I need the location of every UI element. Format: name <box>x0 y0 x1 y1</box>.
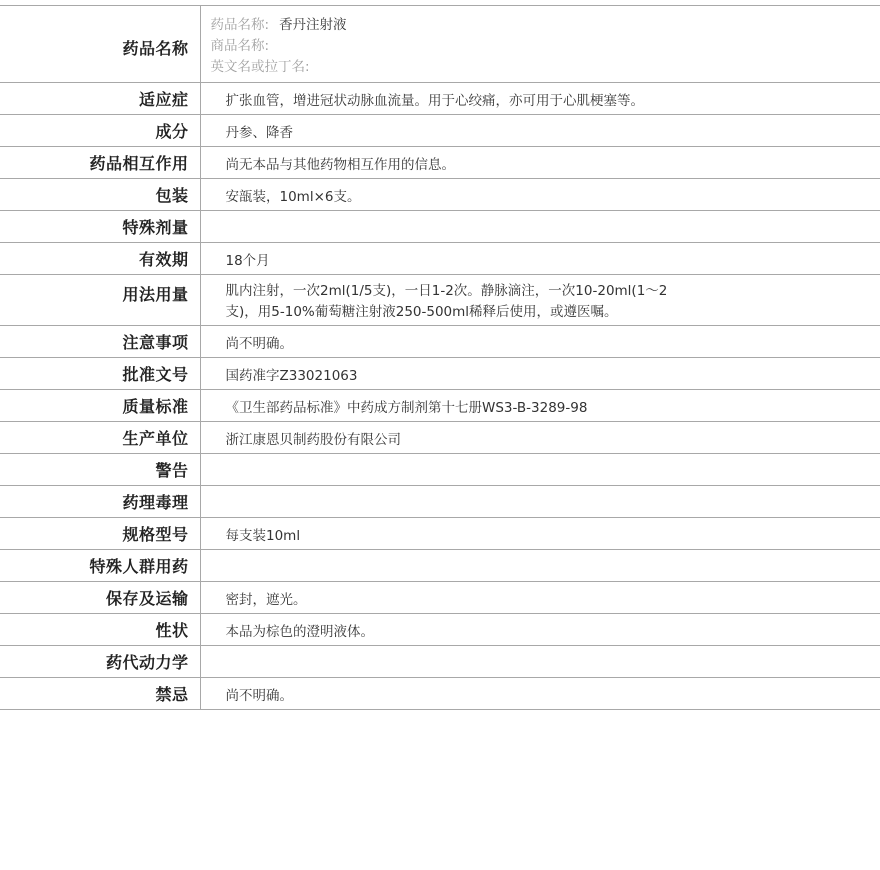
row-value: 肌内注射，一次2ml(1/5支)，一日1-2次。静脉滴注，一次10-20ml(1～2支)，用5-10%葡萄糖注射液250-500ml稀释后使用，或遵医嘱。 <box>200 275 880 326</box>
row-label: 注意事项 <box>0 326 200 358</box>
row-label: 特殊人群用药 <box>0 550 200 582</box>
row-storage-transport <box>0 582 880 614</box>
row-indications <box>0 83 880 115</box>
row-precautions <box>0 326 880 358</box>
row-label: 生产单位 <box>0 422 200 454</box>
row-value: 浙江康恩贝制药股份有限公司 <box>200 422 880 454</box>
row-label: 用法用量 <box>0 275 200 326</box>
row-contraindications <box>0 678 880 710</box>
row-pharmacokinetics <box>0 646 880 678</box>
row-label: 药理毒理 <box>0 486 200 518</box>
row-value: 《卫生部药品标准》中药成方制剂第十七册WS3-B-3289-98 <box>200 390 880 422</box>
row-value <box>200 550 880 582</box>
latin-name-key: 英文名或拉丁名: <box>210 59 310 75</box>
generic-name-key: 药品名称: <box>210 17 270 33</box>
trade-name-key: 商品名称: <box>210 38 270 54</box>
row-specification <box>0 518 880 550</box>
row-special-populations <box>0 550 880 582</box>
row-label: 批准文号 <box>0 358 200 390</box>
row-label: 规格型号 <box>0 518 200 550</box>
row-value: 丹参、降香 <box>200 115 880 147</box>
row-label: 有效期 <box>0 243 200 275</box>
row-label: 成分 <box>0 115 200 147</box>
row-value: 尚无本品与其他药物相互作用的信息。 <box>200 147 880 179</box>
row-manufacturer <box>0 422 880 454</box>
row-approval-number <box>0 358 880 390</box>
row-value: 尚不明确。 <box>200 326 880 358</box>
row-shelf-life <box>0 243 880 275</box>
row-ingredients <box>0 115 880 147</box>
row-label: 警告 <box>0 454 200 486</box>
row-packaging <box>0 179 880 211</box>
row-value <box>200 454 880 486</box>
generic-name-value: 香丹注射液 <box>279 17 347 33</box>
row-value: 18个月 <box>200 243 880 275</box>
row-label: 药品相互作用 <box>0 147 200 179</box>
row-value: 安瓿装，10ml×6支。 <box>200 179 880 211</box>
row-value: 每支装10ml <box>200 518 880 550</box>
drug-name-cell <box>200 6 880 83</box>
row-value: 本品为棕色的澄明液体。 <box>200 614 880 646</box>
drug-info-table <box>0 5 880 710</box>
trade-name-line <box>211 36 880 57</box>
row-value: 国药准字Z33021063 <box>200 358 880 390</box>
row-warning <box>0 454 880 486</box>
row-label: 特殊剂量 <box>0 211 200 243</box>
row-appearance <box>0 614 880 646</box>
row-label: 药品名称 <box>0 6 200 83</box>
row-label: 保存及运输 <box>0 582 200 614</box>
row-interactions <box>0 147 880 179</box>
latin-name-line <box>211 57 880 78</box>
row-quality-standard <box>0 390 880 422</box>
row-drug-name <box>0 6 880 83</box>
row-label: 质量标准 <box>0 390 200 422</box>
row-value <box>200 486 880 518</box>
row-dosage-usage <box>0 275 880 326</box>
row-label: 性状 <box>0 614 200 646</box>
generic-name-line <box>211 15 880 36</box>
row-label: 禁忌 <box>0 678 200 710</box>
row-pharmacology-toxicology <box>0 486 880 518</box>
row-label: 药代动力学 <box>0 646 200 678</box>
row-value: 密封，遮光。 <box>200 582 880 614</box>
row-value <box>200 211 880 243</box>
row-value <box>200 646 880 678</box>
row-label: 适应症 <box>0 83 200 115</box>
row-label: 包装 <box>0 179 200 211</box>
row-value: 尚不明确。 <box>200 678 880 710</box>
row-special-dosage <box>0 211 880 243</box>
row-value: 扩张血管，增进冠状动脉血流量。用于心绞痛，亦可用于心肌梗塞等。 <box>200 83 880 115</box>
